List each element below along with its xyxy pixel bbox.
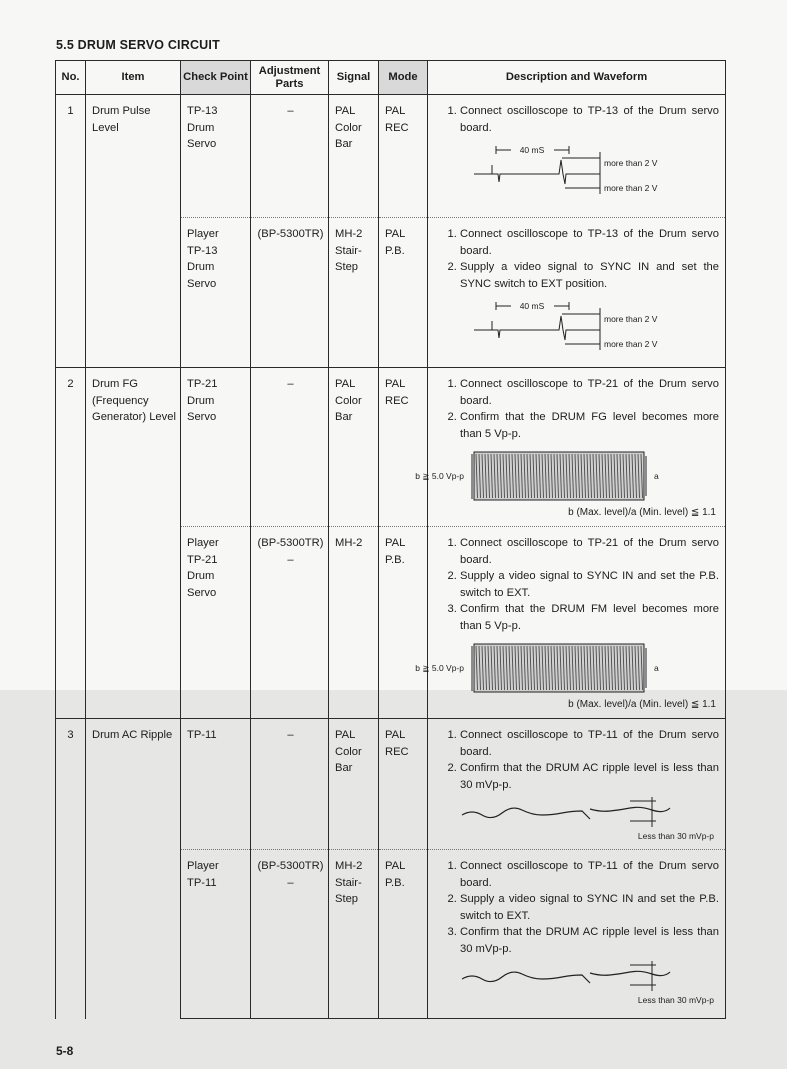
header-signal: Signal — [329, 61, 379, 95]
description — [415, 527, 725, 718]
ripple-waveform — [434, 959, 720, 1007]
row-number: 2 — [67, 378, 74, 390]
cell-line: PAL — [385, 537, 406, 549]
check-point — [181, 218, 250, 298]
mode-cell — [379, 719, 428, 850]
adjustment-cell — [251, 719, 329, 850]
signal-cell — [329, 218, 379, 368]
cell-line: P.B. — [385, 553, 405, 566]
cell-line: PAL — [335, 105, 356, 117]
step-item: 1. Connect oscilloscope to TP-11 of the Drum servo board. — [460, 727, 721, 760]
adjustment-parts — [251, 527, 328, 574]
mode-cell — [379, 368, 428, 527]
step-item: 2. Supply a video signal to SYNC IN and set the P.B. switch to EXT. — [460, 568, 721, 601]
steps-list — [434, 858, 721, 957]
adjustment-parts — [251, 850, 328, 897]
check-point-cell — [181, 719, 251, 850]
description — [415, 368, 725, 526]
check-point-cell — [181, 850, 251, 1019]
row-number: 3 — [67, 729, 74, 741]
description — [428, 218, 725, 362]
item-cell — [86, 95, 181, 368]
adjustment-parts — [251, 719, 328, 750]
cell-line: Stair- — [335, 244, 362, 257]
header-mode: Mode — [379, 61, 428, 95]
cell-line: Color — [335, 121, 362, 134]
cell-line: PAL — [385, 228, 406, 240]
adjustment-value: – — [287, 553, 294, 566]
step-item: 1. Connect oscilloscope to TP-11 of the Drum servo board. — [460, 858, 721, 891]
cell-line: Servo — [187, 138, 217, 150]
description-cell — [428, 719, 726, 850]
ripple-label: Less than 30 mVp-p — [637, 995, 714, 1005]
signal — [329, 527, 378, 558]
ripple-markers — [630, 961, 656, 991]
cell-line: Step — [335, 261, 359, 273]
cell-line: MH-2 — [335, 860, 363, 872]
adjustment-parts — [251, 368, 328, 399]
cell-line: Bar — [335, 762, 353, 774]
pulse-trace — [474, 160, 600, 184]
page-number: 5-8 — [56, 1044, 74, 1058]
cell-line: TP-13 — [187, 244, 218, 257]
ripple-waveform — [434, 795, 720, 843]
signal-cell — [329, 850, 379, 1019]
row-number: 1 — [67, 105, 74, 117]
a-level-label: a — [654, 471, 659, 481]
cell-line: Color — [335, 394, 362, 407]
pulse-waveform — [434, 138, 720, 200]
cell-line: Stair- — [335, 876, 362, 889]
cell-line: Player — [187, 228, 219, 240]
row-number-cell — [56, 719, 86, 1019]
cell-line: Drum — [187, 261, 215, 273]
item-cell — [86, 719, 181, 1019]
item-name: Drum FG (Frequency Generator) Level — [92, 378, 176, 423]
mode-cell — [379, 527, 428, 719]
cell-line: PAL — [335, 378, 356, 390]
check-point-cell — [181, 95, 251, 218]
step-item: 1. Connect oscilloscope to TP-21 of the Drum servo board. — [460, 376, 721, 409]
steps-list — [434, 103, 721, 136]
amplitude-markers — [562, 152, 600, 194]
signal-cell — [329, 95, 379, 218]
check-point — [181, 95, 250, 159]
ripple-trace — [462, 807, 670, 819]
step-item: 2. Supply a video signal to SYNC IN and set the SYNC switch to EXT position. — [460, 259, 721, 292]
signal-cell — [329, 719, 379, 850]
period-label: 40 mS — [519, 145, 545, 155]
lower-amplitude-label: more than 2 V — [604, 183, 658, 193]
check-point — [181, 850, 250, 897]
cell-line: Player — [187, 860, 219, 872]
header-no: No. — [56, 61, 86, 95]
adjustment-value: (BP-5300TR) — [257, 537, 324, 549]
mode-cell — [379, 218, 428, 368]
check-point — [181, 719, 250, 750]
item-name: Drum Pulse Level — [92, 105, 151, 134]
b-level-label: b ≧ 5.0 Vp-p — [415, 471, 464, 481]
ratio-formula: b (Max. level)/a (Min. level) ≦ 1.1 — [568, 507, 716, 518]
check-point — [181, 527, 250, 607]
ripple-trace — [462, 971, 670, 983]
section-title: 5.5 DRUM SERVO CIRCUIT — [56, 38, 220, 52]
cell-line: TP-13 — [187, 105, 218, 117]
adjustment-table — [55, 60, 726, 1019]
a-level-label: a — [654, 663, 659, 673]
check-point-cell — [181, 218, 251, 368]
mode — [379, 368, 427, 415]
step-item: 3. Confirm that the DRUM FM level becomes more than 5 Vp-p. — [460, 601, 721, 634]
cell-line: Bar — [335, 138, 353, 150]
cell-line: PAL — [385, 105, 406, 117]
header-check-point: Check Point — [181, 61, 251, 95]
description-cell — [428, 850, 726, 1019]
b-level-label: b ≧ 5.0 Vp-p — [415, 663, 464, 673]
upper-amplitude-label: more than 2 V — [604, 314, 658, 324]
description-cell — [428, 218, 726, 368]
adjustment-cell — [251, 218, 329, 368]
description — [428, 95, 725, 206]
adjustment-value: (BP-5300TR) — [257, 228, 324, 240]
ripple-label: Less than 30 mVp-p — [637, 831, 714, 841]
step-item: 1. Connect oscilloscope to TP-13 of the Drum servo board. — [460, 103, 721, 136]
adjustment-value: – — [287, 378, 294, 390]
ripple-markers — [630, 797, 656, 827]
cell-line: P.B. — [385, 876, 405, 889]
cell-line: Step — [335, 893, 359, 905]
mode — [379, 527, 427, 574]
cell-line: Servo — [187, 411, 217, 423]
pulse-waveform — [434, 294, 720, 356]
row-number-cell — [56, 95, 86, 368]
table-row — [56, 719, 726, 850]
cell-line: TP-11 — [187, 729, 217, 741]
cell-line: Drum — [187, 121, 215, 134]
cell-line: MH-2 — [335, 228, 363, 240]
description-cell — [415, 368, 726, 527]
check-point — [181, 368, 250, 432]
adjustment-parts — [251, 95, 328, 126]
cell-line: P.B. — [385, 244, 405, 257]
fg-waveform — [415, 636, 720, 712]
row-number-cell — [56, 368, 86, 719]
description-cell — [428, 95, 726, 218]
item-cell — [86, 368, 181, 719]
adjustment-parts — [251, 218, 328, 249]
cell-line: TP-21 — [187, 378, 218, 390]
adjustment-cell — [251, 850, 329, 1019]
mode — [379, 95, 427, 142]
check-point-cell — [181, 368, 251, 527]
step-item: 2. Confirm that the DRUM AC ripple level is less than 30 mVp-p. — [460, 760, 721, 793]
ratio-formula: b (Max. level)/a (Min. level) ≦ 1.1 — [568, 699, 716, 710]
table-row — [56, 368, 726, 527]
description-cell — [415, 527, 726, 719]
header-adjustment-parts: Adjustment Parts — [251, 61, 329, 95]
step-item: 2. Supply a video signal to SYNC IN and set the P.B. switch to EXT. — [460, 891, 721, 924]
cell-line: TP-11 — [187, 876, 217, 889]
mode — [379, 719, 427, 766]
signal-cell — [329, 368, 379, 527]
description — [428, 850, 725, 1013]
mode — [379, 218, 427, 265]
adjustment-cell — [251, 527, 329, 719]
lower-amplitude-label: more than 2 V — [604, 339, 658, 349]
header-description: Description and Waveform — [428, 61, 726, 95]
steps-list — [434, 376, 721, 442]
step-item: 3. Confirm that the DRUM AC ripple level is less than 30 mVp-p. — [460, 924, 721, 957]
steps-list — [434, 535, 721, 634]
item-name: Drum AC Ripple — [92, 729, 173, 741]
step-item: 1. Connect oscilloscope to TP-21 of the Drum servo board. — [460, 535, 721, 568]
adjustment-value: – — [287, 876, 294, 889]
pulse-trace — [474, 316, 600, 340]
step-item: 2. Confirm that the DRUM FG level becomes more than 5 Vp-p. — [460, 409, 721, 442]
cell-line: REC — [385, 745, 409, 758]
adjustment-value: – — [287, 105, 294, 117]
mode-cell — [379, 850, 428, 1019]
check-point-cell — [181, 527, 251, 719]
step-item: 1. Connect oscilloscope to TP-13 of the Drum servo board. — [460, 226, 721, 259]
fg-waveform — [415, 444, 720, 520]
signal — [329, 719, 378, 783]
signal — [329, 95, 378, 159]
cell-line: Drum — [187, 394, 215, 407]
amplitude-markers — [562, 308, 600, 350]
cell-line: PAL — [385, 729, 406, 741]
adjustment-value: (BP-5300TR) — [257, 860, 324, 872]
cell-line: Color — [335, 745, 362, 758]
cell-line: PAL — [385, 860, 406, 872]
signal — [329, 368, 378, 432]
adjustment-value: – — [287, 729, 294, 741]
adjustment-cell — [251, 368, 329, 527]
steps-list — [434, 727, 721, 793]
table-header — [56, 61, 726, 95]
mode-cell — [379, 95, 428, 218]
steps-list — [434, 226, 721, 292]
description — [428, 719, 725, 849]
cell-line: REC — [385, 121, 409, 134]
cell-line: TP-21 — [187, 553, 218, 566]
cell-line: Bar — [335, 411, 353, 423]
cell-line: Servo — [187, 277, 217, 290]
signal — [329, 850, 378, 914]
table-row — [56, 95, 726, 218]
period-label: 40 mS — [519, 301, 545, 311]
cell-line: Player — [187, 537, 219, 549]
cell-line: PAL — [335, 729, 356, 741]
upper-amplitude-label: more than 2 V — [604, 158, 658, 168]
signal-cell — [329, 527, 379, 719]
cell-line: REC — [385, 394, 409, 407]
cell-line: MH-2 — [335, 537, 363, 549]
mode — [379, 850, 427, 897]
signal — [329, 218, 378, 282]
cell-line: Servo — [187, 586, 217, 599]
adjustment-cell — [251, 95, 329, 218]
cell-line: Drum — [187, 570, 215, 582]
cell-line: PAL — [385, 378, 406, 390]
header-item: Item — [86, 61, 181, 95]
